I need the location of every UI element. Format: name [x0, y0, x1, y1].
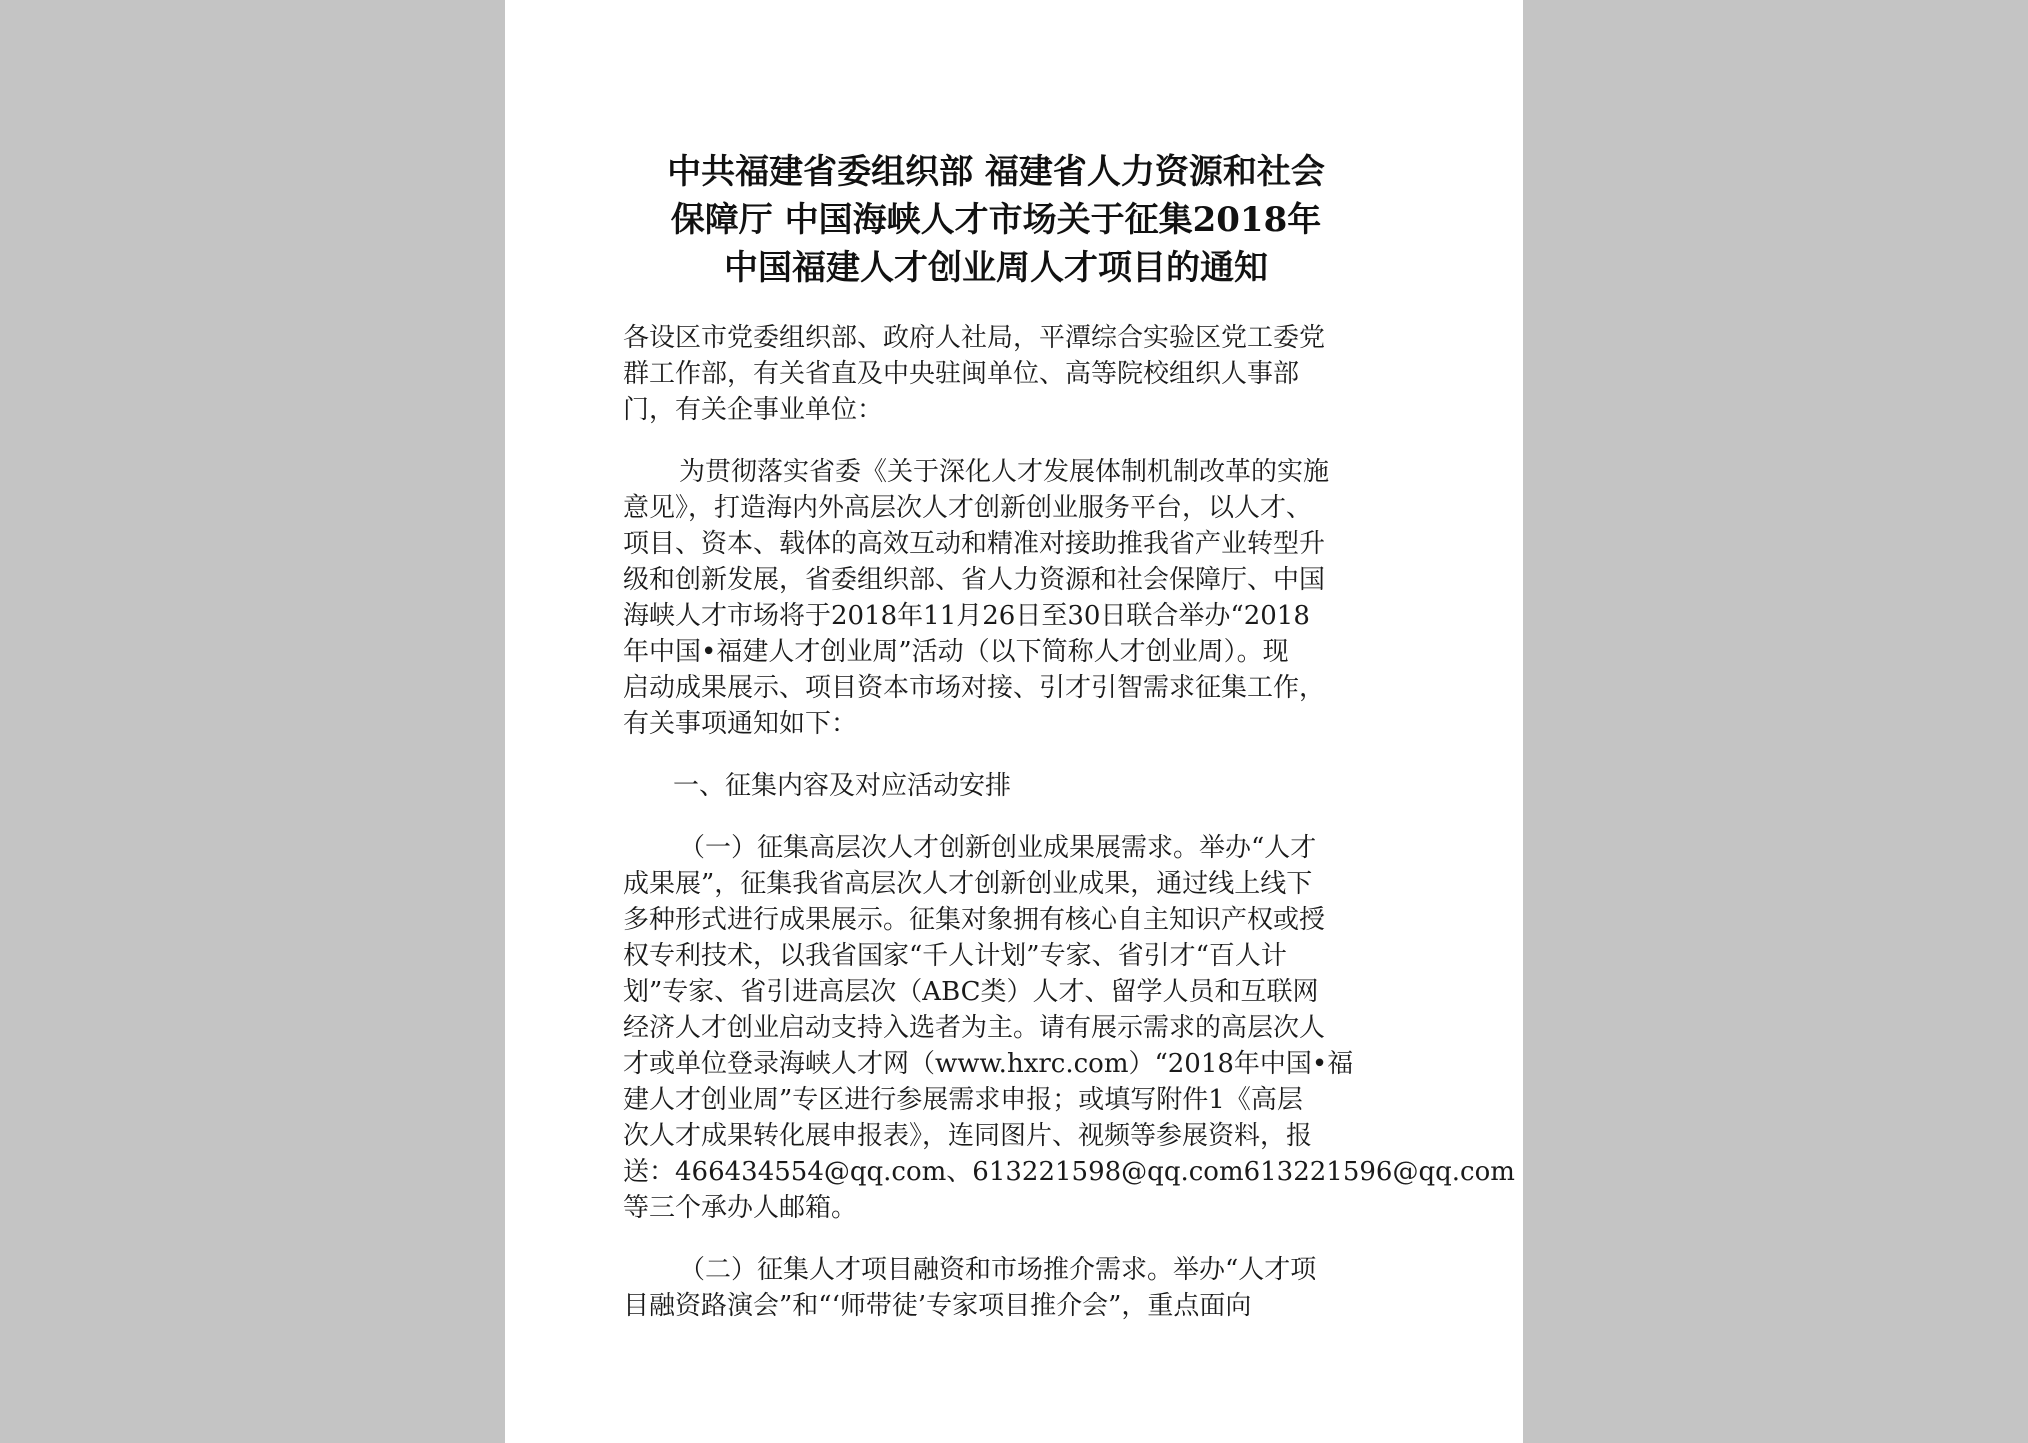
text-line: 各设区市党委组织部、政府人社局，平潭综合实验区党工委党	[623, 323, 1326, 353]
text-line: 项目、资本、载体的高效互动和精准对接助推我省产业转型升	[623, 529, 1326, 559]
text-line: （一）征集高层次人才创新创业成果展需求。举办“人才	[679, 833, 1317, 863]
section1-paragraph-2	[623, 1252, 1369, 1324]
text-line: 经济人才创业启动支持入选者为主。请有展示需求的高层次人	[623, 1013, 1326, 1043]
text-line: 建人才创业周”专区进行参展需求申报；或填写附件1《高层	[623, 1085, 1303, 1115]
document-title	[623, 148, 1369, 292]
text-line: 年中国•福建人才创业周”活动（以下简称人才创业周）。现	[623, 637, 1289, 667]
document-page	[505, 0, 1523, 1443]
text-line: 门，有关企事业单位：	[623, 395, 884, 425]
text-line: 为贯彻落实省委《关于深化人才发展体制机制改革的实施	[679, 457, 1330, 487]
text-line: 意见》，打造海内外高层次人才创新创业服务平台，以人才、	[623, 493, 1313, 523]
text-line: 目融资路演会”和“‘师带徒’专家项目推介会”，重点面向	[623, 1291, 1252, 1321]
text-line: 划”专家、省引进高层次（ABC类）人才、留学人员和互联网	[623, 977, 1319, 1007]
intro-paragraph	[623, 454, 1369, 742]
text-line: 级和创新发展，省委组织部、省人力资源和社会保障厅、中国	[623, 565, 1326, 595]
document-content	[623, 148, 1515, 1324]
text-line: （二）征集人才项目融资和市场推介需求。举办“人才项	[679, 1255, 1317, 1285]
text-line: 权专利技术，以我省国家“千人计划”专家、省引才“百人计	[623, 941, 1287, 971]
text-line: 等三个承办人邮箱。	[623, 1193, 858, 1223]
text-line: 启动成果展示、项目资本市场对接、引才引智需求征集工作，	[623, 673, 1326, 703]
text-line: 多种形式进行成果展示。征集对象拥有核心自主知识产权或授	[623, 905, 1326, 935]
title-line: 中共福建省委组织部 福建省人力资源和社会	[667, 152, 1325, 192]
title-line: 中国福建人才创业周人才项目的通知	[724, 248, 1268, 288]
text-line: 才或单位登录海峡人才网（www.hxrc.com）“2018年中国•福	[623, 1049, 1354, 1079]
section-heading: 一、征集内容及对应活动安排	[673, 771, 1012, 801]
title-line: 保障厅 中国海峡人才市场关于征集2018年	[670, 200, 1322, 240]
text-line: 次人才成果转化展申报表》，连同图片、视频等参展资料，报	[623, 1121, 1313, 1151]
text-line: 有关事项通知如下：	[623, 709, 858, 739]
text-line: 群工作部，有关省直及中央驻闽单位、高等院校组织人事部	[623, 359, 1300, 389]
section1-paragraph-1	[623, 830, 1515, 1226]
text-line: 海峡人才市场将于2018年11月26日至30日联合举办“2018	[623, 601, 1310, 631]
addressee-paragraph	[623, 320, 1369, 428]
text-line: 送：466434554@qq.com、613221598@qq.com613221596@qq.com	[623, 1157, 1515, 1187]
text-line: 成果展”，征集我省高层次人才创新创业成果，通过线上线下	[623, 869, 1313, 899]
